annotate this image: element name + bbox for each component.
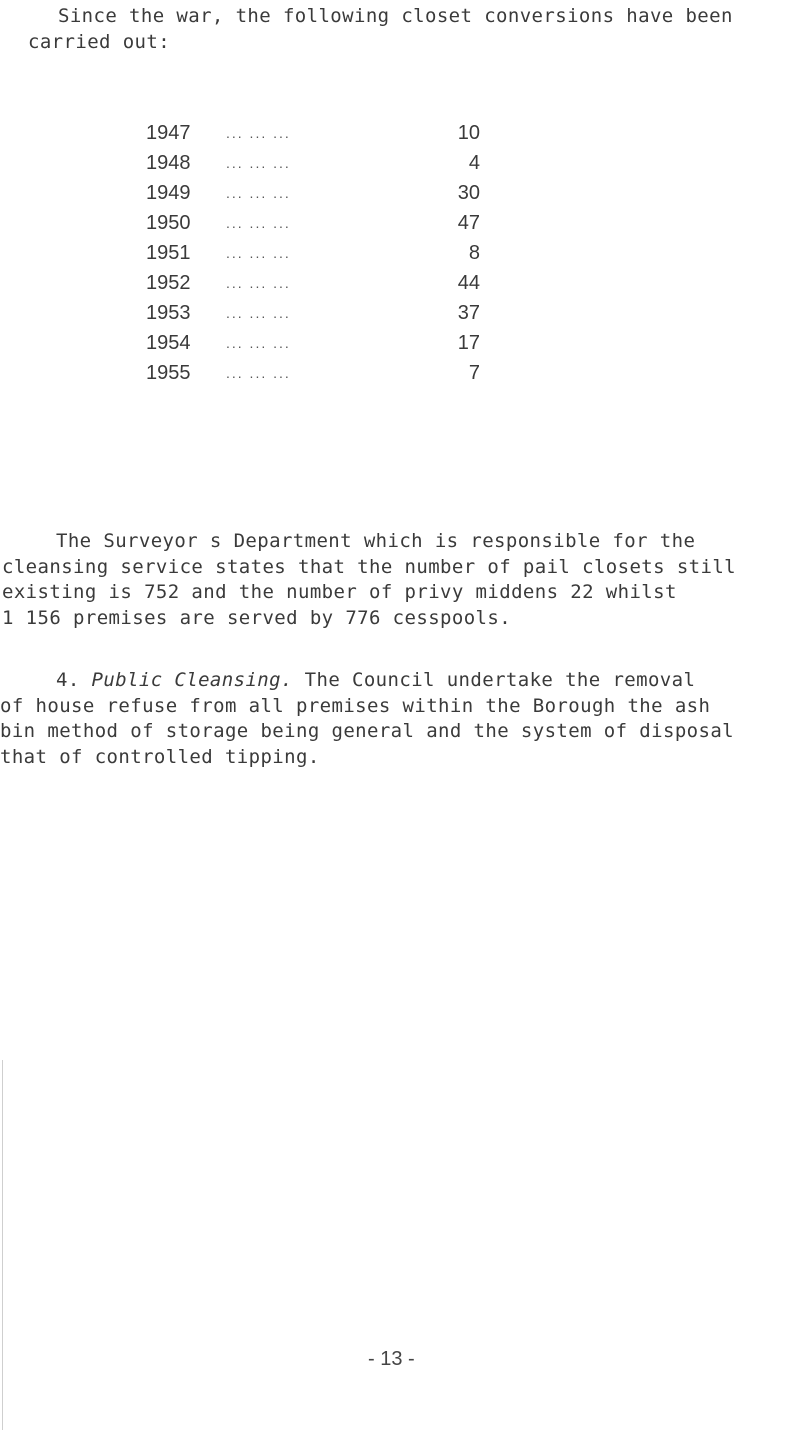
section-heading: Public Cleansing. — [91, 669, 293, 691]
year-cell: 1952 — [146, 272, 191, 294]
year-cell: 1947 — [146, 122, 191, 144]
year-cell: 1955 — [146, 362, 191, 384]
surveyor-line-3: existing is 752 and the number of privy middens 22 whilst — [2, 581, 677, 603]
leader-dots: ... ... ... — [226, 185, 291, 201]
conversions-table — [146, 118, 506, 388]
table-row — [146, 358, 506, 388]
year-cell: 1953 — [146, 302, 191, 324]
section-number: 4. — [56, 669, 80, 691]
surveyor-line-2: cleansing service states that the number of pail closets still — [2, 555, 737, 578]
intro-line-1: Since the war, the following closet conversions have been — [58, 5, 733, 27]
count-cell: 44 — [457, 272, 480, 294]
count-cell: 17 — [457, 332, 480, 354]
count-cell: 8 — [468, 242, 480, 264]
cleansing-line-4: that of controlled tipping. — [0, 745, 320, 768]
count-cell: 10 — [457, 122, 480, 144]
table-row — [146, 178, 506, 208]
intro-paragraph — [28, 4, 733, 55]
leader-dots: ... ... ... — [226, 305, 291, 321]
count-cell: 4 — [468, 152, 480, 174]
leader-dots: ... ... ... — [226, 365, 291, 381]
leader-dots: ... ... ... — [226, 245, 291, 261]
table-row — [146, 268, 506, 298]
year-cell: 1954 — [146, 332, 191, 354]
leader-dots: ... ... ... — [226, 215, 291, 231]
count-cell: 47 — [457, 212, 480, 234]
table-row — [146, 298, 506, 328]
page-number: - 13 - — [368, 1348, 415, 1370]
table-row — [146, 328, 506, 358]
leader-dots: ... ... ... — [226, 125, 291, 141]
count-cell: 7 — [468, 362, 480, 384]
public-cleansing-paragraph — [0, 668, 734, 770]
cleansing-line-1-text: The Council undertake the removal — [304, 669, 696, 691]
count-cell: 37 — [457, 302, 480, 324]
year-cell: 1950 — [146, 212, 191, 234]
cleansing-line-1 — [0, 668, 734, 694]
intro-line-2: carried out: — [28, 30, 171, 53]
year-cell: 1951 — [146, 242, 191, 264]
table-row — [146, 238, 506, 268]
year-cell: 1949 — [146, 182, 191, 204]
table-row — [146, 118, 506, 148]
scan-margin-line — [2, 1060, 3, 1430]
cleansing-line-2: of house refuse from all premises within the Borough the ash — [0, 694, 711, 717]
cleansing-line-3: bin method of storage being general and the system of disposal — [0, 720, 735, 742]
page-number-value: 13 — [380, 1348, 403, 1370]
leader-dots: ... ... ... — [226, 275, 291, 291]
count-cell: 30 — [457, 182, 480, 204]
surveyor-paragraph — [2, 529, 736, 631]
table-row — [146, 148, 506, 178]
leader-dots: ... ... ... — [226, 155, 291, 171]
leader-dots: ... ... ... — [226, 335, 291, 351]
surveyor-line-1: The Surveyor s Department which is responsible for the — [56, 530, 696, 552]
year-cell: 1948 — [146, 152, 191, 174]
surveyor-line-4: 1 156 premises are served by 776 cesspools. — [2, 606, 512, 629]
table-row — [146, 208, 506, 238]
